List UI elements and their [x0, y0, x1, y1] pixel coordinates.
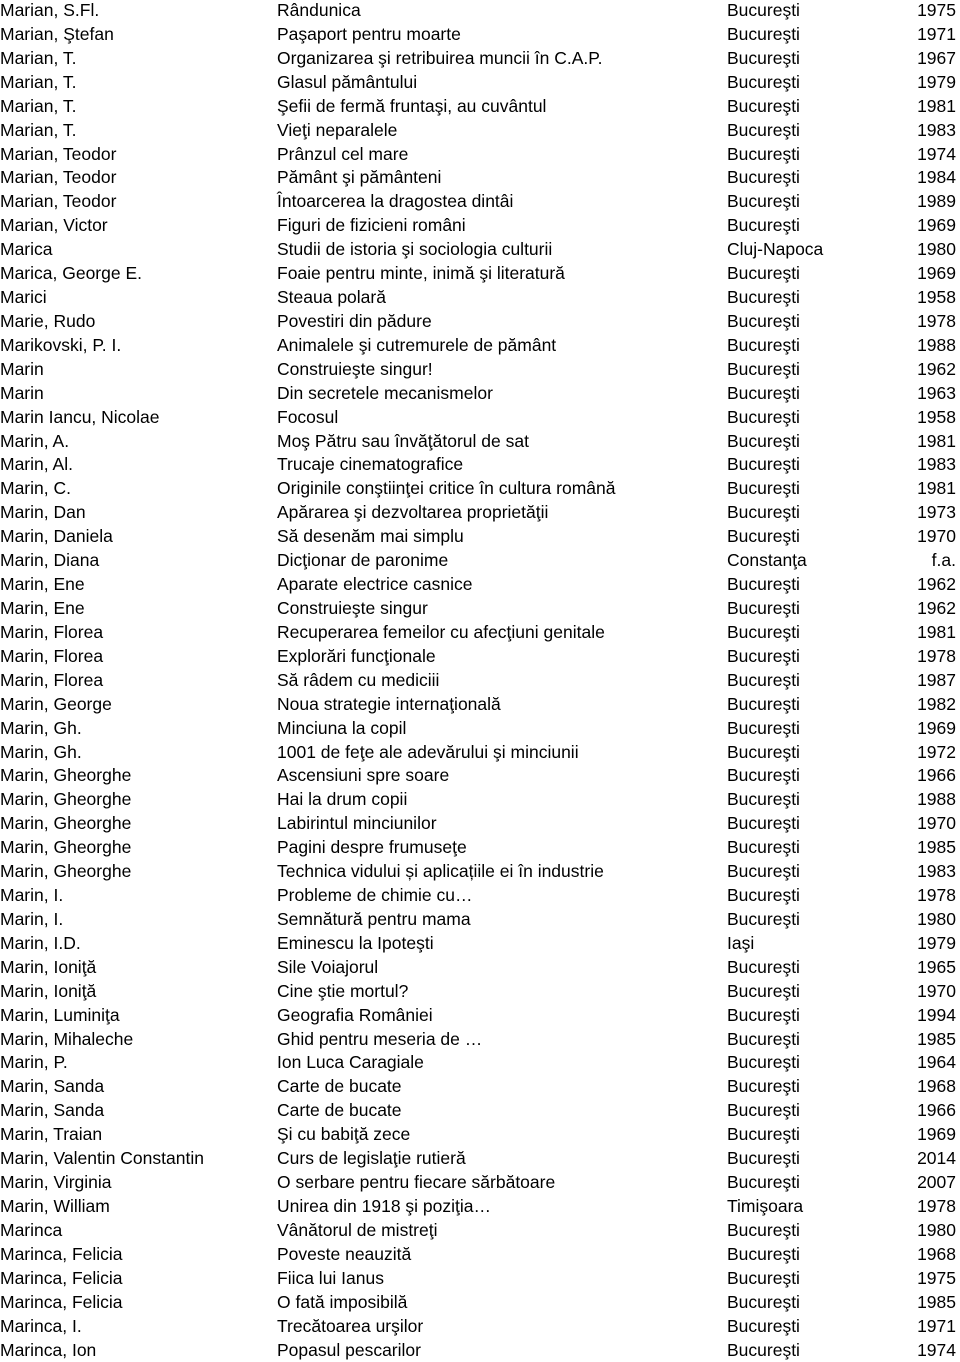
- title-cell: Pământ şi pământeni: [277, 167, 442, 188]
- year-cell: 1973: [917, 502, 956, 523]
- author-cell: Marin, Gh.: [0, 717, 82, 738]
- title-cell: Hai la drum copii: [277, 789, 408, 810]
- author-cell: Marin, George: [0, 693, 112, 714]
- title-cell: Unirea din 1918 şi poziţia…: [277, 1196, 492, 1216]
- author-cell: Marin, Luminiţa: [0, 1004, 120, 1025]
- author-cell: Marikovski, P. I.: [0, 334, 122, 355]
- catalog-row: [0, 165, 960, 189]
- year-cell: 1971: [917, 23, 956, 44]
- catalog-row: [0, 596, 960, 620]
- city-cell: Bucureşti: [727, 765, 800, 786]
- year-cell: 1965: [917, 956, 956, 977]
- title-cell: Noua strategie internaţională: [277, 693, 501, 714]
- year-cell: 1988: [917, 334, 956, 355]
- city-cell: Bucureşti: [727, 334, 800, 355]
- title-cell: Paşaport pentru moarte: [277, 23, 461, 44]
- title-cell: Carte de bucate: [277, 1100, 402, 1121]
- catalog-row: [0, 429, 960, 453]
- city-cell: Bucureşti: [727, 645, 800, 666]
- catalog-row: [0, 285, 960, 309]
- year-cell: 1983: [917, 119, 956, 140]
- city-cell: Bucureşti: [727, 191, 800, 212]
- catalog-row: [0, 70, 960, 94]
- author-cell: Marin, Gheorghe: [0, 765, 132, 786]
- author-cell: Marian, T.: [0, 71, 77, 92]
- title-cell: Vânătorul de mistreţi: [277, 1219, 438, 1240]
- title-cell: Cine ştie mortul?: [277, 980, 409, 1001]
- catalog-row: [0, 668, 960, 692]
- title-cell: Ascensiuni spre soare: [277, 765, 450, 786]
- year-cell: 1962: [917, 574, 956, 595]
- catalog-row: [0, 1003, 960, 1027]
- title-cell: Eminescu la Ipoteşti: [277, 932, 434, 953]
- author-cell: Marin, C.: [0, 478, 71, 499]
- title-cell: Popasul pescarilor: [277, 1339, 421, 1360]
- city-cell: Bucureşti: [727, 574, 800, 595]
- catalog-row: [0, 333, 960, 357]
- catalog-row: [0, 1290, 960, 1314]
- title-cell: Trucaje cinematografice: [277, 454, 464, 475]
- title-cell: Şi cu babiţă zece: [277, 1124, 411, 1145]
- author-cell: Marin, Ioniţă: [0, 956, 97, 977]
- year-cell: 1983: [917, 861, 956, 882]
- author-cell: Marin: [0, 382, 44, 403]
- year-cell: 1969: [917, 263, 956, 284]
- author-cell: Marin, Al.: [0, 454, 73, 475]
- year-cell: 1978: [917, 885, 956, 906]
- catalog-row: [0, 1098, 960, 1122]
- year-cell: 1978: [917, 310, 956, 331]
- catalog-row: [0, 572, 960, 596]
- city-cell: Bucureşti: [727, 693, 800, 714]
- city-cell: Bucureşti: [727, 980, 800, 1001]
- author-cell: Marici: [0, 287, 47, 308]
- author-cell: Marin: [0, 358, 44, 379]
- year-cell: 1964: [917, 1052, 956, 1073]
- author-cell: Marin, Diana: [0, 550, 100, 571]
- author-cell: Marin, Dan: [0, 502, 86, 523]
- catalog-row: [0, 189, 960, 213]
- city-cell: Bucureşti: [727, 526, 800, 547]
- year-cell: 1970: [917, 980, 956, 1001]
- year-cell: 1985: [917, 837, 956, 858]
- city-cell: Bucureşti: [727, 1219, 800, 1240]
- author-cell: Marica: [0, 239, 53, 260]
- catalog-row: [0, 787, 960, 811]
- title-cell: Glasul pământului: [277, 71, 418, 92]
- city-cell: Bucureşti: [727, 23, 800, 44]
- year-cell: 1981: [917, 95, 956, 116]
- city-cell: Bucureşti: [727, 478, 800, 499]
- city-cell: Bucureşti: [727, 861, 800, 882]
- title-cell: Carte de bucate: [277, 1076, 402, 1097]
- author-cell: Marian, T.: [0, 47, 77, 68]
- catalog-row: [0, 716, 960, 740]
- catalog-row: [0, 213, 960, 237]
- catalog-row: [0, 261, 960, 285]
- title-cell: Să desenăm mai simplu: [277, 526, 464, 547]
- year-cell: 1969: [917, 1124, 956, 1145]
- city-cell: Cluj-Napoca: [727, 239, 824, 260]
- title-cell: Recuperarea femeilor cu afecţiuni genitale: [277, 621, 605, 642]
- year-cell: 1989: [917, 191, 956, 212]
- city-cell: Timişoara: [727, 1196, 804, 1216]
- catalog-row: [0, 644, 960, 668]
- city-cell: Bucureşti: [727, 717, 800, 738]
- catalog-row: [0, 1050, 960, 1074]
- author-cell: Marian, S.Fl.: [0, 0, 100, 20]
- year-cell: 1962: [917, 358, 956, 379]
- year-cell: 1980: [917, 239, 956, 260]
- title-cell: Technica vidului și aplicațiile ei în industrie: [277, 861, 604, 882]
- title-cell: O serbare pentru fiecare sărbătoare: [277, 1172, 556, 1193]
- title-cell: Ghid pentru meseria de …: [277, 1028, 483, 1049]
- title-cell: Organizarea şi retribuirea muncii în C.A.P.: [277, 47, 603, 68]
- city-cell: Bucureşti: [727, 1004, 800, 1025]
- title-cell: 1001 de feţe ale adevărului şi minciunii: [277, 741, 579, 762]
- title-cell: Focosul: [277, 406, 339, 427]
- catalog-row: [0, 692, 960, 716]
- author-cell: Marinca: [0, 1219, 63, 1240]
- city-cell: Bucureşti: [727, 382, 800, 403]
- author-cell: Marian, Teodor: [0, 143, 117, 164]
- author-cell: Marin, Valentin Constantin: [0, 1148, 204, 1169]
- title-cell: Originile conştiinţei critice în cultura română: [277, 478, 616, 499]
- city-cell: Bucureşti: [727, 502, 800, 523]
- author-cell: Marin, Mihaleche: [0, 1028, 134, 1049]
- city-cell: Bucureşti: [727, 71, 800, 92]
- year-cell: 1982: [917, 693, 956, 714]
- catalog-row: [0, 811, 960, 835]
- author-cell: Marin, William: [0, 1196, 110, 1216]
- city-cell: Bucureşti: [727, 1315, 800, 1336]
- author-cell: Marinca, Felicia: [0, 1267, 123, 1288]
- catalog-row: [0, 835, 960, 859]
- city-cell: Bucureşti: [727, 143, 800, 164]
- city-cell: Bucureşti: [727, 956, 800, 977]
- city-cell: Bucureşti: [727, 1028, 800, 1049]
- year-cell: 1984: [917, 167, 956, 188]
- author-cell: Marinca, Ion: [0, 1339, 97, 1360]
- catalog-row: [0, 1338, 960, 1362]
- catalog-row: [0, 883, 960, 907]
- author-cell: Marin, Ene: [0, 598, 85, 618]
- title-cell: Poveste neauzită: [277, 1243, 412, 1264]
- year-cell: 1974: [917, 143, 956, 164]
- author-cell: Marian, T.: [0, 95, 77, 116]
- year-cell: 1975: [917, 0, 956, 20]
- year-cell: 1987: [917, 669, 956, 690]
- year-cell: 1958: [917, 406, 956, 427]
- city-cell: Bucureşti: [727, 1076, 800, 1097]
- catalog-row: [0, 142, 960, 166]
- year-cell: f.a.: [931, 550, 956, 571]
- title-cell: Moş Pătru sau învăţătorul de sat: [277, 430, 529, 451]
- author-cell: Marin, Traian: [0, 1124, 103, 1145]
- catalog-row: [0, 500, 960, 524]
- city-cell: Bucureşti: [727, 813, 800, 834]
- author-cell: Marin, I.: [0, 885, 64, 906]
- author-cell: Marian, Teodor: [0, 167, 117, 188]
- title-cell: Vieţi neparalele: [277, 119, 398, 140]
- title-cell: Geografia României: [277, 1004, 433, 1025]
- city-cell: Bucureşti: [727, 598, 800, 618]
- year-cell: 1968: [917, 1243, 956, 1264]
- catalog-row: [0, 859, 960, 883]
- catalog-row: [0, 22, 960, 46]
- catalog-row: [0, 1266, 960, 1290]
- catalog-row: [0, 1314, 960, 1338]
- catalog-row: [0, 1242, 960, 1266]
- author-cell: Marian, Ştefan: [0, 23, 114, 44]
- author-cell: Marin, Gheorghe: [0, 837, 132, 858]
- author-cell: Marin, Daniela: [0, 526, 113, 547]
- catalog-row: [0, 1122, 960, 1146]
- author-cell: Marin, Florea: [0, 645, 104, 666]
- author-cell: Marian, T.: [0, 119, 77, 140]
- city-cell: Bucureşti: [727, 1339, 800, 1360]
- year-cell: 1981: [917, 478, 956, 499]
- catalog-row: [0, 740, 960, 764]
- city-cell: Bucureşti: [727, 741, 800, 762]
- city-cell: Bucureşti: [727, 669, 800, 690]
- year-cell: 1983: [917, 454, 956, 475]
- year-cell: 1970: [917, 813, 956, 834]
- author-cell: Marin, Sanda: [0, 1076, 105, 1097]
- title-cell: Povestiri din pădure: [277, 310, 432, 331]
- title-cell: Ion Luca Caragiale: [277, 1052, 424, 1073]
- author-cell: Marin, Gh.: [0, 741, 82, 762]
- author-cell: Marin, Florea: [0, 621, 104, 642]
- city-cell: Bucureşti: [727, 430, 800, 451]
- catalog-row: [0, 1074, 960, 1098]
- catalog-row: [0, 94, 960, 118]
- title-cell: Curs de legislaţie rutieră: [277, 1148, 466, 1169]
- catalog-row: [0, 1194, 960, 1218]
- author-cell: Marian, Teodor: [0, 191, 117, 212]
- author-cell: Marinca, Felicia: [0, 1291, 123, 1312]
- year-cell: 1969: [917, 215, 956, 236]
- catalog-row: [0, 46, 960, 70]
- author-cell: Marian, Victor: [0, 215, 108, 236]
- catalog-row: [0, 548, 960, 572]
- city-cell: Iaşi: [727, 932, 755, 953]
- year-cell: 1968: [917, 1076, 956, 1097]
- catalog-row: [0, 1218, 960, 1242]
- title-cell: Steaua polară: [277, 287, 386, 308]
- author-cell: Marin, Florea: [0, 669, 104, 690]
- author-cell: Marin, Gheorghe: [0, 789, 132, 810]
- year-cell: 1971: [917, 1315, 956, 1336]
- title-cell: Rândunica: [277, 0, 361, 20]
- title-cell: Întoarcerea la dragostea dintâi: [277, 191, 514, 212]
- author-cell: Marin, Ioniţă: [0, 980, 97, 1001]
- city-cell: Bucureşti: [727, 406, 800, 427]
- title-cell: Pagini despre frumuseţe: [277, 837, 467, 858]
- author-cell: Marin, Sanda: [0, 1100, 105, 1121]
- year-cell: 2007: [917, 1172, 956, 1193]
- catalog-row: [0, 979, 960, 1003]
- title-cell: Trecătoarea urşilor: [277, 1315, 424, 1336]
- year-cell: 1980: [917, 908, 956, 929]
- year-cell: 1980: [917, 1219, 956, 1240]
- title-cell: Minciuna la copil: [277, 717, 407, 738]
- year-cell: 1988: [917, 789, 956, 810]
- city-cell: Bucureşti: [727, 119, 800, 140]
- title-cell: Dicţionar de paronime: [277, 550, 449, 571]
- year-cell: 1975: [917, 1267, 956, 1288]
- catalog-row: [0, 405, 960, 429]
- year-cell: 1978: [917, 1196, 956, 1216]
- year-cell: 1978: [917, 645, 956, 666]
- year-cell: 1979: [917, 71, 956, 92]
- author-cell: Marie, Rudo: [0, 310, 96, 331]
- year-cell: 1966: [917, 765, 956, 786]
- year-cell: 1958: [917, 287, 956, 308]
- title-cell: Să râdem cu mediciii: [277, 669, 440, 690]
- year-cell: 1967: [917, 47, 956, 68]
- title-cell: Semnătură pentru mama: [277, 908, 471, 929]
- city-cell: Bucureşti: [727, 908, 800, 929]
- title-cell: Animalele şi cutremurele de pământ: [277, 334, 557, 355]
- author-cell: Marin, Gheorghe: [0, 813, 132, 834]
- catalog-row: [0, 1027, 960, 1051]
- catalog-row: [0, 955, 960, 979]
- city-cell: Bucureşti: [727, 167, 800, 188]
- city-cell: Bucureşti: [727, 1243, 800, 1264]
- year-cell: 2014: [917, 1148, 956, 1169]
- city-cell: Bucureşti: [727, 287, 800, 308]
- year-cell: 1985: [917, 1028, 956, 1049]
- author-cell: Marin, Gheorghe: [0, 861, 132, 882]
- city-cell: Bucureşti: [727, 1148, 800, 1169]
- year-cell: 1970: [917, 526, 956, 547]
- city-cell: Bucureşti: [727, 47, 800, 68]
- catalog-row: [0, 0, 960, 22]
- title-cell: Sile Voiajorul: [277, 956, 379, 977]
- author-cell: Marica, George E.: [0, 263, 142, 284]
- author-cell: Marin, I.: [0, 908, 64, 929]
- author-cell: Marin, Virginia: [0, 1172, 112, 1193]
- city-cell: Bucureşti: [727, 358, 800, 379]
- catalog-row: [0, 309, 960, 333]
- catalog-row: [0, 931, 960, 955]
- author-cell: Marin, A.: [0, 430, 70, 451]
- title-cell: Construieşte singur!: [277, 358, 433, 379]
- city-cell: Bucureşti: [727, 837, 800, 858]
- year-cell: 1985: [917, 1291, 956, 1312]
- year-cell: 1994: [917, 1004, 956, 1025]
- title-cell: Construieşte singur: [277, 598, 428, 618]
- year-cell: 1963: [917, 382, 956, 403]
- author-cell: Marin Iancu, Nicolae: [0, 406, 160, 427]
- year-cell: 1981: [917, 430, 956, 451]
- title-cell: O fată imposibilă: [277, 1291, 408, 1312]
- city-cell: Bucureşti: [727, 215, 800, 236]
- city-cell: Bucureşti: [727, 1052, 800, 1073]
- title-cell: Explorări funcţionale: [277, 645, 436, 666]
- city-cell: Bucureşti: [727, 1291, 800, 1312]
- catalog-row: [0, 620, 960, 644]
- title-cell: Probleme de chimie cu…: [277, 885, 473, 906]
- city-cell: Bucureşti: [727, 1100, 800, 1121]
- catalog-row: [0, 118, 960, 142]
- year-cell: 1981: [917, 621, 956, 642]
- catalog-row: [0, 907, 960, 931]
- author-cell: Marin, P.: [0, 1052, 68, 1073]
- title-cell: Labirintul minciunilor: [277, 813, 437, 834]
- catalog-row: [0, 763, 960, 787]
- catalog-row: [0, 237, 960, 261]
- year-cell: 1969: [917, 717, 956, 738]
- catalog-row: [0, 381, 960, 405]
- catalog-row: [0, 452, 960, 476]
- catalog-row: [0, 1170, 960, 1194]
- city-cell: Bucureşti: [727, 95, 800, 116]
- city-cell: Bucureşti: [727, 789, 800, 810]
- title-cell: Apărarea şi dezvoltarea proprietăţii: [277, 502, 549, 523]
- city-cell: Bucureşti: [727, 885, 800, 906]
- catalog-row: [0, 357, 960, 381]
- city-cell: Bucureşti: [727, 1267, 800, 1288]
- year-cell: 1972: [917, 741, 956, 762]
- city-cell: Bucureşti: [727, 1172, 800, 1193]
- city-cell: Bucureşti: [727, 263, 800, 284]
- year-cell: 1974: [917, 1339, 956, 1360]
- title-cell: Şefii de fermă fruntaşi, au cuvântul: [277, 95, 547, 116]
- title-cell: Aparate electrice casnice: [277, 574, 473, 595]
- title-cell: Fiica lui Ianus: [277, 1267, 384, 1288]
- title-cell: Studii de istoria şi sociologia culturii: [277, 239, 553, 260]
- year-cell: 1979: [917, 932, 956, 953]
- city-cell: Bucureşti: [727, 621, 800, 642]
- author-cell: Marin, I.D.: [0, 932, 81, 953]
- city-cell: Bucureşti: [727, 454, 800, 475]
- title-cell: Foaie pentru minte, inimă şi literatură: [277, 263, 565, 284]
- city-cell: Bucureşti: [727, 0, 800, 20]
- catalog-row: [0, 524, 960, 548]
- year-cell: 1966: [917, 1100, 956, 1121]
- catalog-row: [0, 1146, 960, 1170]
- city-cell: Constanţa: [727, 550, 807, 571]
- catalog-row: [0, 476, 960, 500]
- city-cell: Bucureşti: [727, 1124, 800, 1145]
- title-cell: Din secretele mecanismelor: [277, 382, 493, 403]
- year-cell: 1962: [917, 598, 956, 618]
- title-cell: Prânzul cel mare: [277, 143, 409, 164]
- author-cell: Marinca, I.: [0, 1315, 82, 1336]
- city-cell: Bucureşti: [727, 310, 800, 331]
- author-cell: Marin, Ene: [0, 574, 85, 595]
- title-cell: Figuri de fizicieni români: [277, 215, 466, 236]
- author-cell: Marinca, Felicia: [0, 1243, 123, 1264]
